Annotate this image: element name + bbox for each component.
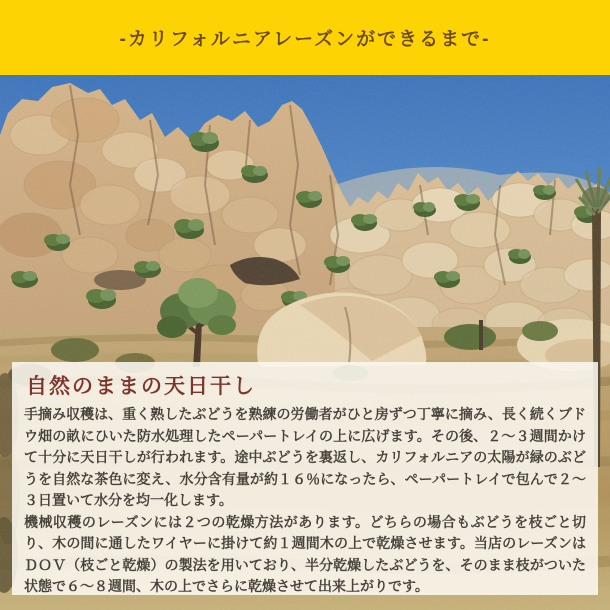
- article-heading: 自然のままの天日干し: [26, 374, 256, 398]
- article-panel: [12, 362, 598, 595]
- banner-title: -カリフォルニアレーズンができるまで-: [119, 29, 491, 50]
- banner-header: [0, 0, 610, 75]
- article-paragraph-2: 機械収穫のレーズンには２つの乾燥方法があります。どちらの場合もぶどうを枝ごと切り、木の間に通したワイヤーに掛けて約１週間木の上で乾燥させます。当店のレーズンはＤＯＶ（枝ごと乾燥）の製法を用いており、半分乾燥したぶどうを、そのまま枝がついた状態で６～８週間、木の上でさらに乾燥させて出来上がりです。: [24, 515, 586, 595]
- article-paragraph-1: 手摘み収穫は、重く熟したぶどうを熟練の労働者がひと房ずつ丁寧に摘み、長く続くブドウ畑の畝にひいた防水処理したペーパートレイの上に広げます。その後、２～３週間かけて十分に天日干しが行われます。途中ぶどうを裏返し、カリフォルニアの太陽が緑のぶどうを自然な茶色に変え、水分含有量が約１６％になったら、ペーパートレイで包んで２～３日置いて水分を均一化します。: [24, 408, 586, 509]
